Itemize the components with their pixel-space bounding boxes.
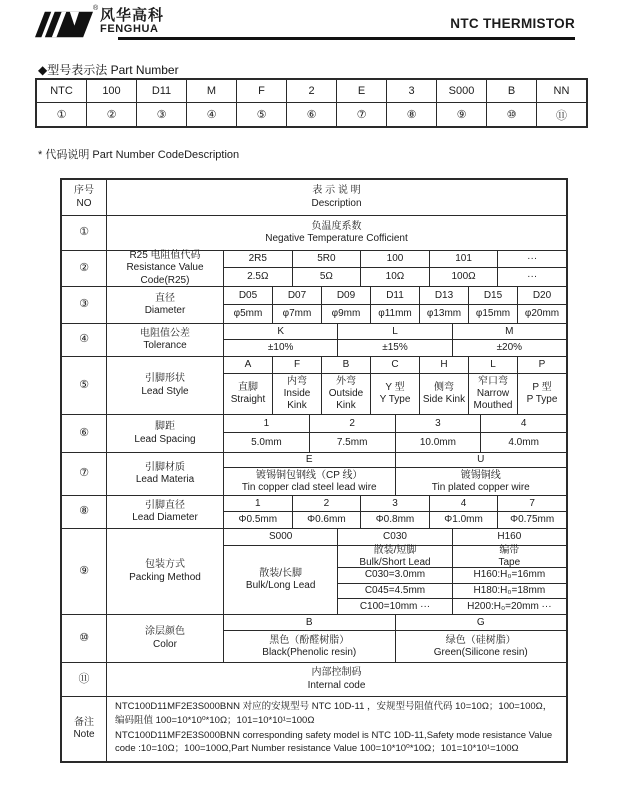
code-cell: D11 — [371, 287, 420, 304]
code-cell: 5R0 — [293, 251, 362, 267]
style-cell — [322, 374, 371, 414]
code-cell: D09 — [322, 287, 371, 304]
code-subrow — [224, 357, 566, 374]
cell-text-en: P Type — [526, 394, 558, 405]
part-number-index: ⑦ — [337, 103, 387, 126]
code-subrow — [224, 453, 566, 468]
code-subrow — [224, 496, 566, 512]
note-text-cn: NTC100D11MF2E3S000BNN 对应的安规型号 NTC 10D-11 ，安规型号阻值代码 10=10Ω；100=100Ω，编码阻值 100=10*10⁰*10Ω；101=10*10¹=100Ω — [115, 701, 553, 726]
value-cell: φ5mm — [224, 305, 273, 323]
row-content — [224, 287, 566, 323]
header-rule — [118, 37, 575, 40]
label-en: Lead Spacing — [134, 433, 196, 445]
label-en: Tolerance — [143, 340, 187, 351]
brand-block — [100, 8, 164, 35]
code-cell: S000 — [224, 529, 338, 545]
packing-c030-head — [338, 546, 451, 568]
row-content — [224, 529, 566, 614]
row-content — [224, 453, 566, 495]
value-cell: 4.0mm — [508, 436, 539, 448]
cell-text-en: Black(Phenolic resin) — [262, 646, 357, 658]
part-number-index: ⑤ — [237, 103, 287, 126]
code-cell: D20 — [532, 289, 552, 301]
label-en: Lead Diameter — [132, 512, 198, 523]
label-cn: 脚距 — [155, 421, 175, 432]
value-cell: 10.0mm — [396, 433, 482, 452]
code-cell: 4 — [520, 417, 527, 429]
brand-name-cn: 风华高科 — [100, 7, 165, 24]
value-cell: φ9mm — [322, 305, 371, 323]
label-en: Lead Materia — [135, 474, 195, 485]
code-cell: K — [224, 324, 338, 339]
style-cell — [518, 374, 566, 414]
row-label — [107, 496, 224, 528]
packing-c030-row: C100=10mm ··· — [359, 600, 431, 612]
row-content — [224, 415, 566, 452]
value-cell: ±15% — [338, 340, 452, 356]
part-number-code: E — [337, 80, 387, 102]
cell-text-en: Tape — [498, 556, 521, 568]
part-number-index: ⑥ — [287, 103, 337, 126]
code-cell: D15 — [469, 287, 518, 304]
code-cell: 2R5 — [224, 251, 293, 267]
value-cell: Φ0.75mm — [510, 514, 555, 525]
row-label — [107, 251, 224, 286]
value-subrow — [224, 374, 566, 414]
value-subrow — [224, 268, 566, 286]
label-en: Resistance Value — [126, 262, 204, 274]
note-text-en: NTC100D11MF2E3S000BNN corresponding safety model is NTC 10D-11,Safety mode resistance Value code :10=10Ω；100=100Ω,Part Number resistance Value 100=10*10⁰*10Ω；101=10*10¹=100Ω — [115, 730, 553, 755]
code-cell: H160 — [497, 531, 522, 542]
table-row-lead-diameter — [62, 496, 566, 529]
label-en: Color — [153, 638, 177, 650]
cell-text-cn: 直脚 — [238, 382, 258, 393]
code-cell: 7 — [529, 497, 535, 509]
table-row-color — [62, 615, 566, 663]
value-cell: ±20% — [496, 342, 523, 353]
value-cell: Φ1.0mm — [430, 512, 499, 528]
label-cn: 包装方式 — [145, 559, 185, 570]
code-subrow — [224, 529, 566, 546]
code-subrow — [224, 415, 566, 433]
part-number-index: ④ — [187, 103, 237, 126]
value-cell: φ15mm — [469, 305, 518, 323]
code-cell: B — [224, 615, 396, 630]
code-cell: 4 — [430, 496, 499, 511]
row-index: ⑥ — [62, 415, 107, 452]
cell-text-cn: 内部控制码 — [311, 667, 362, 678]
row-index: ② — [62, 251, 107, 286]
cell-text-en: Bulk/Long Lead — [245, 580, 316, 591]
code-cell: 1 — [224, 496, 293, 511]
label-cn: 涂层颜色 — [145, 626, 185, 637]
label-en: Lead Style — [141, 385, 189, 397]
value-cell: ··· — [527, 271, 538, 282]
row-label — [107, 529, 224, 614]
code-cell: D05 — [224, 287, 273, 304]
code-cell: 3 — [396, 415, 482, 432]
cell-text-en: Green(Silicone resin) — [433, 646, 528, 658]
cell-text-cn: 镀锡铜线 — [460, 469, 501, 481]
part-number-index: ⑨ — [437, 103, 487, 126]
value-cell: 5Ω — [293, 268, 362, 286]
ntc-description — [107, 216, 566, 250]
label-cn: 引脚直径 — [145, 499, 185, 511]
row-index: ⑩ — [62, 615, 107, 662]
code-cell: M — [505, 325, 514, 337]
code-cell: G — [476, 616, 485, 628]
cell-text-en: Side Kink — [422, 394, 466, 405]
table-row-lead-style — [62, 357, 566, 415]
label-en: Diameter — [144, 305, 186, 316]
packing-h160-row: H180:H₀=18mm — [453, 584, 566, 600]
packing-col-c030 — [338, 546, 452, 614]
cell-text-cn: 镀锡铜包钢线（CP 线） — [256, 469, 363, 481]
row-content — [224, 251, 566, 286]
value-cell: ±10% — [224, 340, 338, 356]
code-cell: D13 — [420, 287, 469, 304]
row-label — [107, 324, 224, 356]
part-number-code: M — [187, 80, 237, 102]
value-cell: 5.0mm — [224, 433, 310, 452]
packing-h160-head — [453, 546, 566, 568]
row-label — [107, 357, 224, 414]
value-cell: Φ0.6mm — [293, 512, 362, 528]
value-subrow — [224, 340, 566, 356]
row-label — [107, 453, 224, 495]
code-cell: P — [538, 359, 546, 370]
row-content — [224, 496, 566, 528]
part-number-code: S000 — [437, 80, 487, 102]
row-label — [107, 415, 224, 452]
code-cell: 2 — [293, 496, 362, 511]
value-cell: φ11mm — [371, 305, 420, 323]
value-cell: 10Ω — [361, 268, 430, 286]
style-cell — [420, 374, 469, 414]
value-cell: φ13mm — [420, 305, 469, 323]
style-cell — [371, 374, 420, 414]
value-cell: 2.5Ω — [224, 268, 293, 286]
cell-text-cn: 内弯 — [287, 376, 307, 387]
row-index: ⑪ — [62, 663, 107, 696]
material-cell — [224, 468, 396, 495]
cell-text-cn: 黑色（酚醛树脂） — [269, 634, 350, 646]
registered-mark-icon: ® — [93, 5, 99, 12]
code-cell: E — [224, 453, 396, 467]
label-en: Note — [73, 729, 95, 740]
packing-body — [224, 546, 566, 614]
value-cell: 7.5mm — [310, 433, 396, 452]
row-index: ③ — [62, 287, 107, 323]
packing-c030-row: C030=3.0mm — [338, 568, 451, 584]
material-cell — [396, 468, 567, 495]
table-row-ntc — [62, 216, 566, 251]
style-cell — [273, 374, 322, 414]
value-cell: φ20mm — [524, 308, 560, 319]
table-row-tolerance — [62, 324, 566, 357]
table-row-packing — [62, 529, 566, 615]
part-number-index: ⑩ — [487, 103, 537, 126]
code-subrow — [224, 615, 566, 631]
packing-s000-cell — [224, 546, 337, 614]
style-cell — [224, 374, 273, 414]
cell-text-cn: 编带 — [499, 544, 520, 556]
row-index: ① — [62, 216, 107, 250]
cell-text-en: Tin plated copper wire — [431, 481, 530, 493]
part-number-code: NN — [553, 85, 570, 97]
part-number-code: 2 — [287, 80, 337, 102]
style-cell — [469, 374, 518, 414]
section-title-part-number: ◆型号表示法 Part Number — [38, 63, 179, 77]
code-cell: A — [224, 357, 273, 373]
code-subrow — [224, 251, 566, 268]
column-header-no — [62, 180, 107, 215]
code-cell: D07 — [273, 287, 322, 304]
cell-text-en: Outside Kink — [328, 388, 364, 411]
cell-text-cn: 外弯 — [336, 376, 356, 387]
packing-col-h160 — [453, 546, 566, 614]
code-subrow — [224, 324, 566, 340]
row-label — [107, 615, 224, 662]
table-row-lead-material — [62, 453, 566, 496]
row-index: ④ — [62, 324, 107, 356]
internal-code-cell — [107, 663, 566, 696]
value-subrow — [224, 631, 566, 662]
part-number-code: B — [487, 80, 537, 102]
value-subrow — [224, 433, 566, 452]
code-cell: 2 — [310, 415, 396, 432]
code-cell: U — [477, 454, 485, 465]
value-cell: Φ0.8mm — [361, 512, 430, 528]
row-index: ⑨ — [62, 529, 107, 614]
cell-text-en: Bulk/Short Lead — [359, 556, 431, 568]
packing-col-s000 — [224, 546, 338, 614]
part-number-code-row — [37, 80, 586, 103]
cell-text-cn: P 型 — [532, 382, 552, 393]
code-cell: C030 — [338, 529, 452, 545]
fenghua-logo — [35, 8, 93, 41]
part-number-code: 100 — [87, 80, 137, 102]
part-number-code: F — [237, 80, 287, 102]
cell-text-cn: 散装/短脚 — [373, 544, 417, 556]
label-cn: 备注 — [74, 716, 94, 728]
packing-h160-row: H160:H₀=16mm — [453, 568, 566, 584]
value-subrow — [224, 512, 566, 528]
part-number-index: ⑪ — [556, 109, 567, 122]
column-header-description — [107, 180, 566, 215]
code-cell: 100 — [361, 251, 430, 267]
cell-text-cn: 绿色（硅树脂） — [445, 634, 516, 646]
note-text — [107, 697, 566, 761]
part-number-code: NTC — [37, 80, 87, 102]
row-label — [107, 287, 224, 323]
cell-text-cn: 侧弯 — [434, 382, 454, 393]
code-cell: C — [371, 357, 420, 373]
row-index: ⑧ — [62, 496, 107, 528]
row-content — [224, 615, 566, 662]
table-row-internal-code — [62, 663, 566, 697]
header-desc-cn: 表 示 说 明 — [312, 185, 361, 196]
packing-h160-row: H200:H₀=20mm ··· — [467, 600, 552, 612]
value-cell: 100Ω — [430, 268, 499, 286]
code-cell: 101 — [430, 251, 499, 267]
code-cell: L — [338, 324, 452, 339]
label-cn: 电阻值公差 — [140, 327, 190, 339]
part-number-index-row — [37, 103, 586, 126]
cell-text-en: Narrow Mouthed — [473, 388, 513, 411]
cell-text-cn: 负温度系数 — [311, 220, 362, 232]
header-no-cn: 序号 — [74, 185, 94, 196]
part-number-index: ① — [37, 103, 87, 126]
part-number-code: D11 — [137, 80, 187, 102]
row-content — [224, 324, 566, 356]
code-subrow — [224, 287, 566, 305]
cell-text-en: Straight — [230, 394, 266, 405]
value-cell: Φ0.5mm — [224, 512, 293, 528]
cell-text-en: Inside Kink — [283, 388, 311, 411]
cell-text-en: Internal code — [307, 679, 366, 691]
value-cell: φ7mm — [273, 305, 322, 323]
cell-text-en: Negative Temperature Cofficient — [265, 233, 408, 244]
code-cell: ··· — [527, 253, 538, 264]
row-content — [224, 357, 566, 414]
label-cn: 引脚材质 — [145, 461, 185, 473]
part-number-index: ⑧ — [387, 103, 437, 126]
note-label — [62, 697, 107, 761]
header-desc-en: Description — [311, 197, 362, 209]
brand-name-en: FENGHUA — [100, 22, 159, 35]
cell-text-cn: 窄口弯 — [478, 376, 508, 387]
code-cell: F — [273, 357, 322, 373]
label-cn: 直径 — [155, 292, 175, 304]
cell-text-cn: 散装/长脚 — [259, 568, 303, 579]
part-number-index: ③ — [137, 103, 187, 126]
value-subrow — [224, 305, 566, 323]
code-description-table — [60, 178, 568, 763]
table-row-resistance — [62, 251, 566, 287]
cell-text-en: Tin copper clad steel lead wire — [241, 481, 377, 493]
label-cn: R25 电阻值代码 — [129, 249, 201, 261]
label-cn: 引脚形状 — [145, 373, 185, 384]
coating-cell — [396, 631, 567, 662]
code-cell: 1 — [224, 415, 310, 432]
cell-text-en: Y Type — [379, 394, 411, 405]
code-cell: B — [322, 357, 371, 373]
code-cell: L — [469, 357, 518, 373]
part-number-index: ② — [87, 103, 137, 126]
value-subrow — [224, 468, 566, 495]
table-header-row — [62, 180, 566, 216]
part-number-code: 3 — [387, 80, 437, 102]
table-row-diameter — [62, 287, 566, 324]
packing-c030-row: C045=4.5mm — [338, 584, 451, 600]
code-description-subtitle: * 代码说明 Part Number CodeDescription — [38, 149, 240, 161]
label-en: Packing Method — [129, 571, 201, 583]
cell-text-cn: Y 型 — [385, 382, 405, 393]
code-cell: H — [420, 357, 469, 373]
header-no-en: NO — [76, 197, 92, 209]
table-row-lead-spacing — [62, 415, 566, 453]
coating-cell — [224, 631, 396, 662]
page-title: NTC THERMISTOR — [450, 16, 575, 31]
code-cell: 3 — [361, 496, 430, 511]
label-en: Code(R25) — [140, 274, 190, 286]
row-index: ⑦ — [62, 453, 107, 495]
table-row-note — [62, 697, 566, 761]
row-index: ⑤ — [62, 357, 107, 414]
part-number-table — [35, 78, 588, 128]
